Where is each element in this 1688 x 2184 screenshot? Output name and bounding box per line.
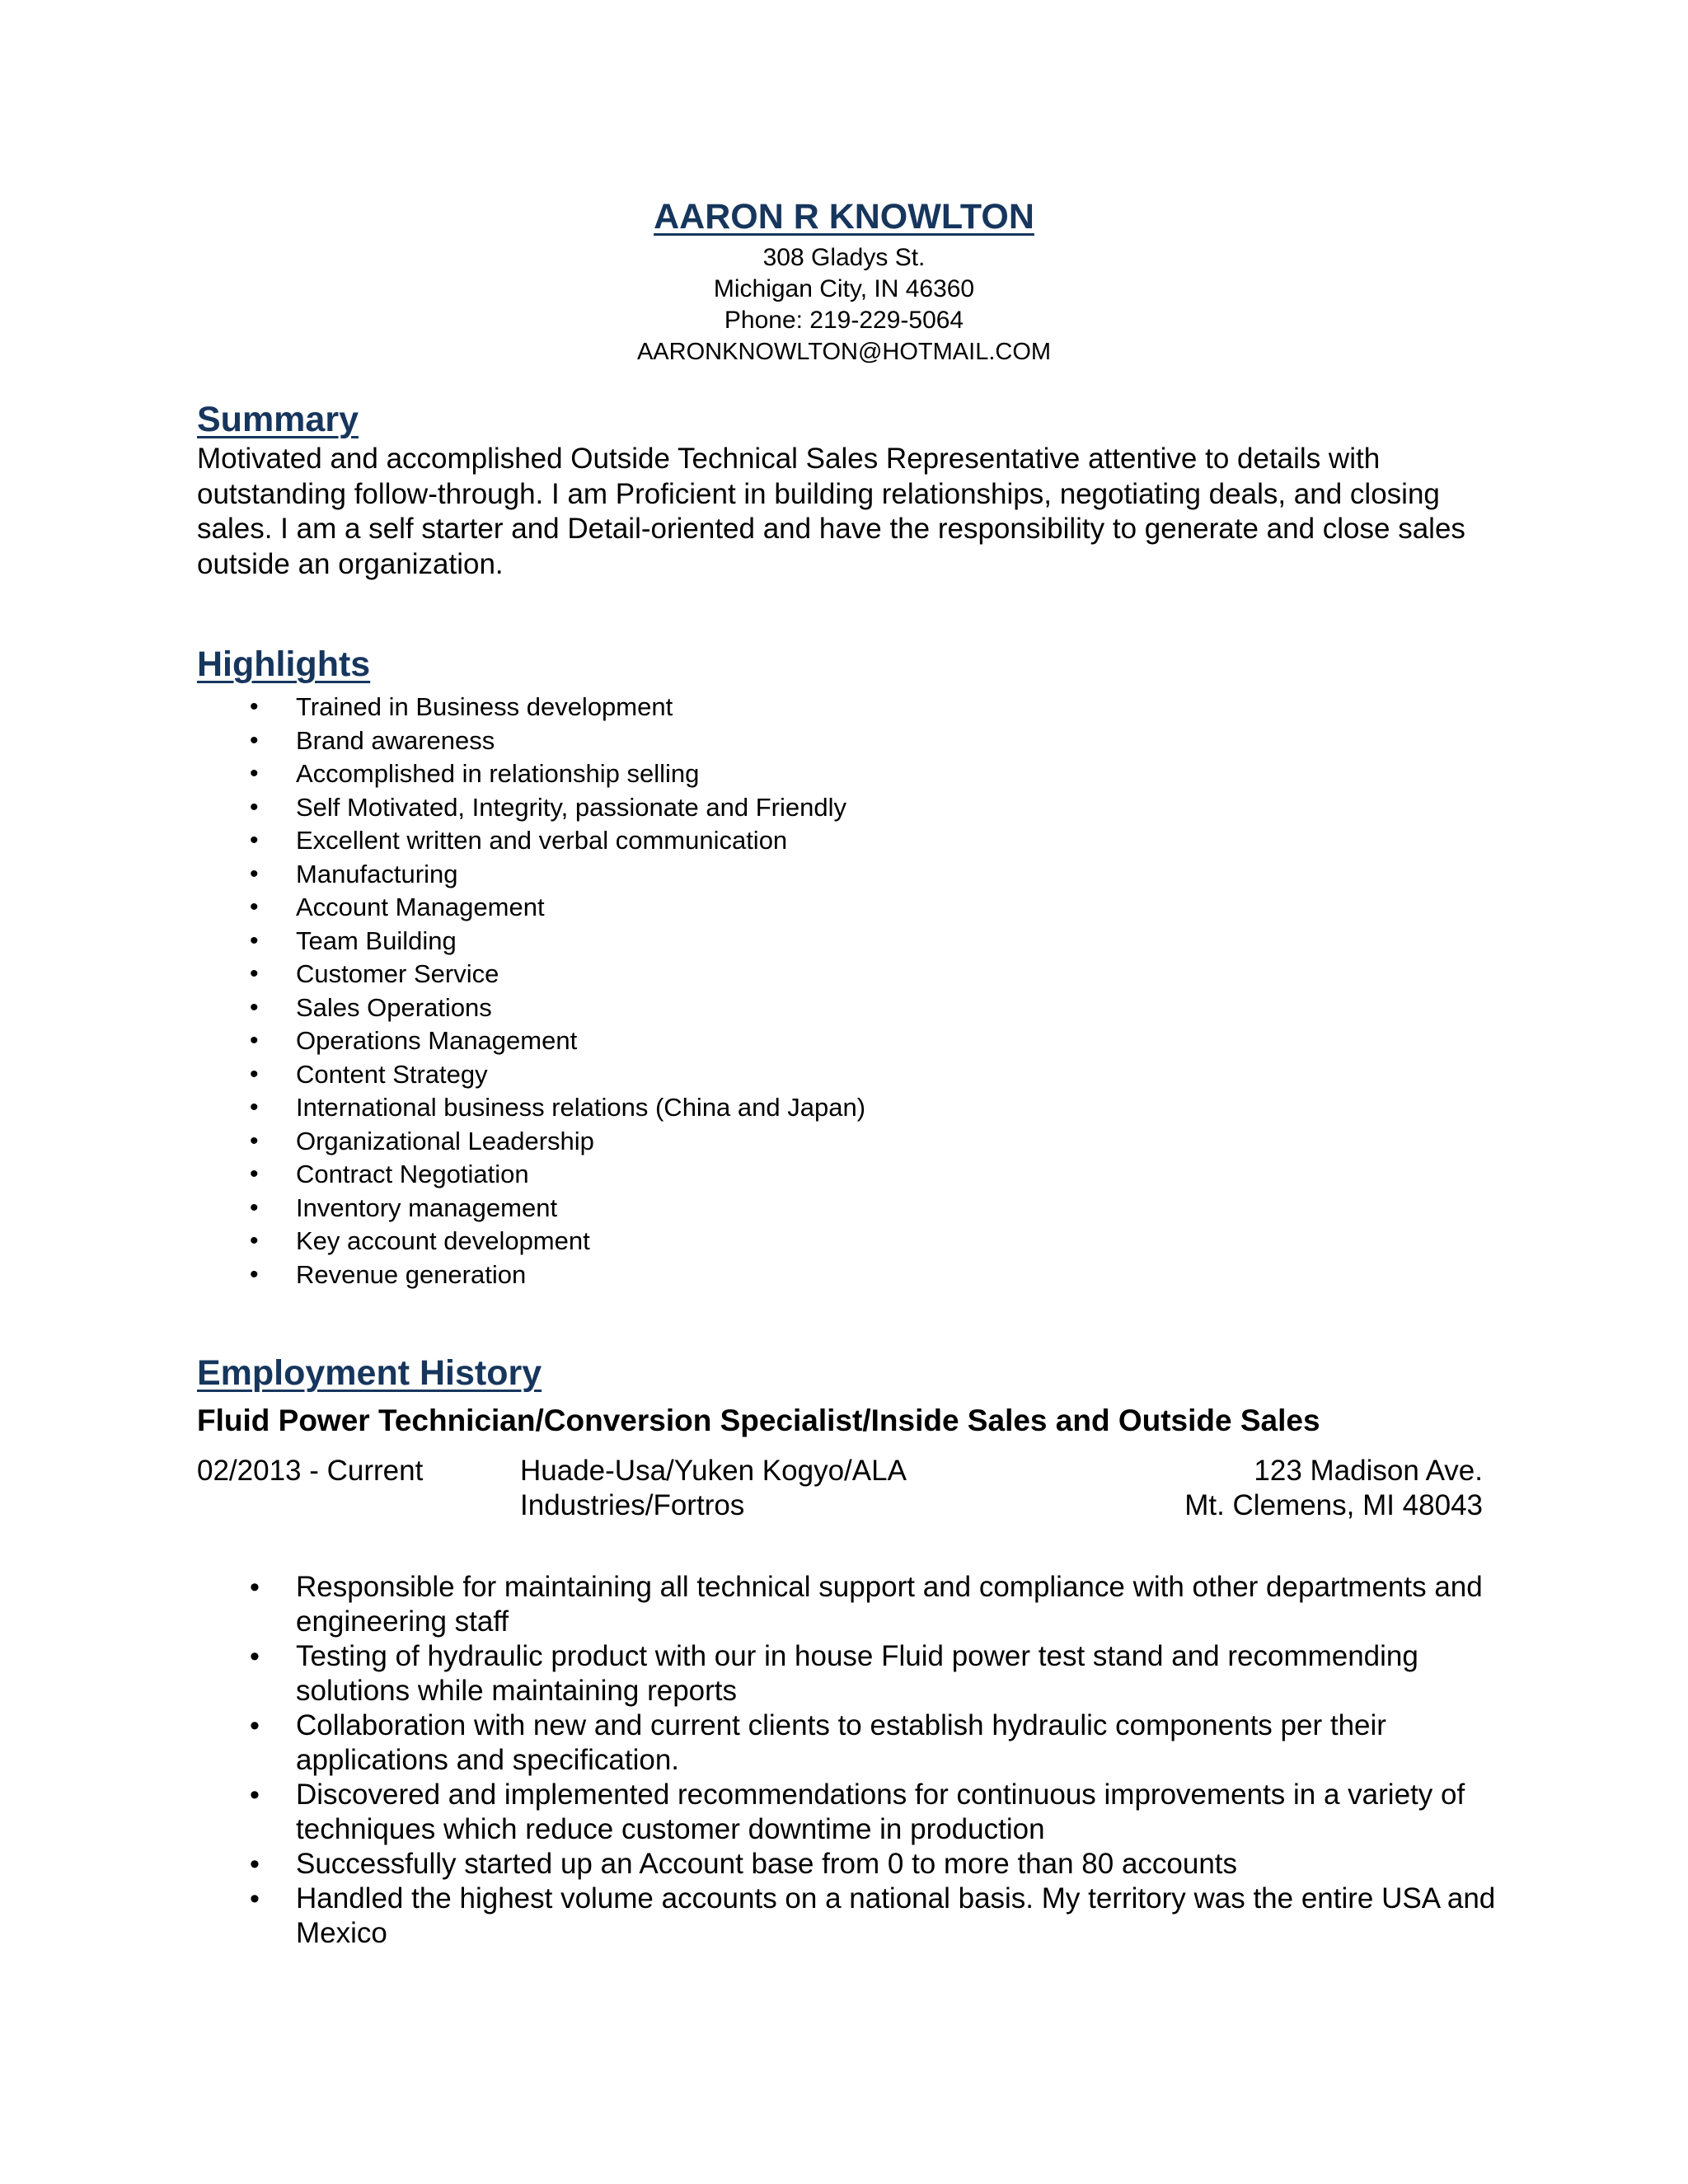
list-item: • Self Motivated, Integrity, passionate and Friendly — [197, 791, 865, 825]
list-item: • Manufacturing — [197, 858, 865, 892]
list-item: • Collaboration with new and current clients to establish hydraulic components per their applications and specification. — [250, 1709, 1386, 1776]
list-item: • Key account development — [197, 1225, 865, 1258]
list-item: • Accomplished in relationship selling — [197, 757, 865, 791]
job-address-line-1: 123 Madison Ave. — [1254, 1455, 1483, 1487]
list-item: • International business relations (China and Japan) — [197, 1091, 865, 1125]
email-address: AARONKNOWLTON@HOTMAIL.COM — [636, 339, 1052, 365]
bullet-icon: • — [250, 860, 259, 888]
list-item: • Successfully started up an Account base from 0 to more than 80 accounts — [250, 1848, 1238, 1880]
bullet-icon: • — [250, 1160, 259, 1188]
job-address — [1184, 1454, 1483, 1523]
company-line-2: Industries/Fortros — [520, 1489, 745, 1521]
bullet-icon: • — [250, 1260, 259, 1288]
address-street: 308 Gladys St. — [762, 244, 926, 271]
bullet-icon: • — [250, 1227, 259, 1254]
list-item: • Contract Negotiation — [197, 1158, 865, 1192]
phone-number: Phone: 219-229-5064 — [724, 307, 964, 334]
job-title: Fluid Power Technician/Conversion Specialist/Inside Sales and Outside Sales — [197, 1404, 1320, 1437]
list-item: • Organizational Leadership — [197, 1125, 865, 1159]
bullet-icon: • — [250, 827, 259, 854]
job-company — [520, 1454, 982, 1523]
list-item: • Team Building — [197, 925, 865, 958]
list-item: • Responsible for maintaining all technical support and compliance with other departments and engineering staff — [250, 1571, 1483, 1638]
summary-heading: Summary — [197, 400, 359, 439]
highlights-list — [197, 691, 865, 1291]
list-item: • Revenue generation — [197, 1258, 865, 1292]
highlights-heading: Highlights — [197, 644, 371, 684]
list-item: • Excellent written and verbal communication — [197, 824, 865, 858]
bullet-icon: • — [250, 1094, 259, 1121]
bullet-icon: • — [250, 1883, 260, 1915]
bullet-icon: • — [250, 1127, 259, 1155]
bullet-icon: • — [250, 1710, 260, 1741]
company-line-1: Huade-Usa/Yuken Kogyo/ALA — [520, 1455, 907, 1487]
bullet-icon: • — [250, 1641, 260, 1672]
list-item: • Operations Management — [197, 1024, 865, 1058]
list-item: • Content Strategy — [197, 1058, 865, 1092]
job-address-line-2: Mt. Clemens, MI 48043 — [1184, 1489, 1483, 1521]
list-item: • Testing of hydraulic product with our in house Fluid power test stand and recommending solutions while maintaining reports — [250, 1640, 1418, 1707]
list-item: • Account Management — [197, 891, 865, 925]
address-city: Michigan City, IN 46360 — [713, 275, 975, 302]
list-item: • Customer Service — [197, 958, 865, 991]
bullet-icon: • — [250, 1027, 259, 1054]
bullet-icon: • — [250, 1193, 259, 1221]
job-duties-list — [197, 1570, 1499, 1951]
bullet-icon: • — [250, 1060, 259, 1088]
list-item: • Handled the highest volume accounts on a national basis. My territory was the entire USA and Mexico — [250, 1882, 1496, 1949]
candidate-name: AARON R KNOWLTON — [654, 197, 1034, 237]
resume-header — [0, 191, 1688, 368]
bullet-icon: • — [250, 893, 259, 921]
bullet-icon: • — [250, 960, 259, 987]
list-item: • Brand awareness — [197, 724, 865, 758]
job-dates: 02/2013 - Current — [197, 1455, 424, 1487]
summary-text: Motivated and accomplished Outside Technical Sales Representative attentive to details with outstanding follow-through. I am Proficient in building relationships, negotiating deals, and closing sales. I am a self starter and Detail-oriented and have the responsibility to generate and close sales outside an organization. — [197, 443, 1465, 580]
bullet-icon: • — [250, 1849, 260, 1880]
bullet-icon: • — [250, 1572, 260, 1603]
bullet-icon: • — [250, 760, 259, 787]
bullet-icon: • — [250, 693, 259, 720]
list-item: • Trained in Business development — [197, 691, 865, 724]
employment-heading: Employment History — [197, 1353, 542, 1393]
bullet-icon: • — [250, 1779, 260, 1811]
list-item: • Sales Operations — [197, 991, 865, 1025]
list-item: • Inventory management — [197, 1192, 865, 1226]
list-item: • Discovered and implemented recommendations for continuous improvements in a variety of techniques which reduce customer downtime in production — [250, 1779, 1465, 1845]
bullet-icon: • — [250, 726, 259, 754]
bullet-icon: • — [250, 926, 259, 954]
bullet-icon: • — [250, 793, 259, 821]
bullet-icon: • — [250, 993, 259, 1021]
